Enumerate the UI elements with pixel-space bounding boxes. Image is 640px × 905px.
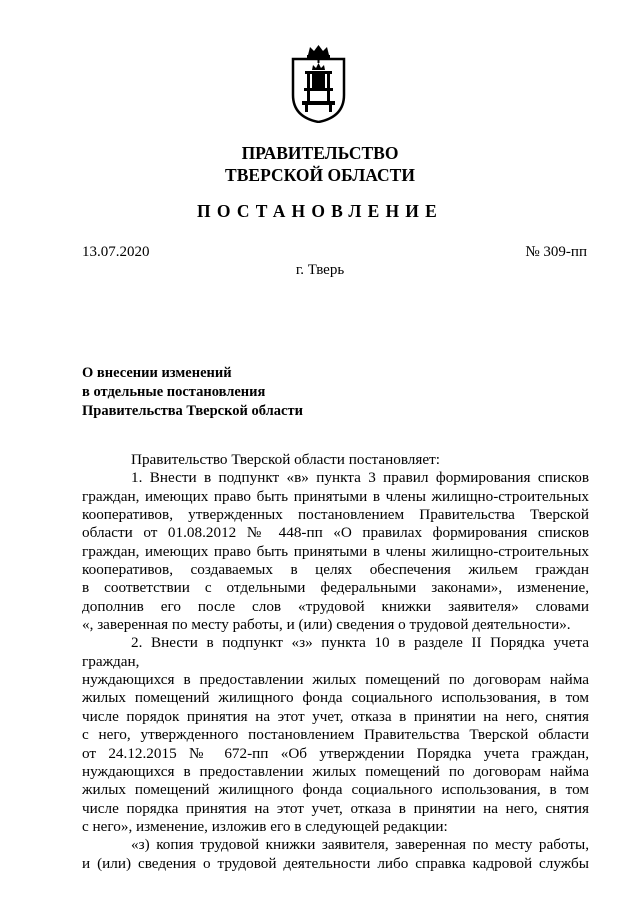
body-line: в соответствии с отдельными федеральными законами», изменение, [82, 579, 589, 597]
decree-subject [82, 364, 303, 421]
decree-date: 13.07.2020 [82, 244, 150, 260]
body-line: от 24.12.2015 № 672-пп «Об утверждении Порядка учета граждан, [82, 744, 589, 762]
decree-body [82, 451, 589, 873]
body-line: «з) копия трудовой книжки заявителя, заверенная по месту работы, [131, 836, 589, 854]
body-line: и (или) сведения о трудовой деятельности либо справка кадровой службы [82, 854, 589, 872]
decree-city: г. Тверь [295, 262, 345, 278]
body-line: числе порядок принятия на этот учет, отказа в принятии на него, снятия [82, 707, 589, 725]
body-line: нуждающихся в предоставлении жилых помещений по договорам найма [82, 671, 589, 689]
body-line: кооперативов, создаваемых в целях обеспечения жильем граждан [82, 561, 589, 579]
body-line: области от 01.08.2012 № 448-пп «О правилах формирования списков [82, 524, 589, 542]
body-line: кооперативов, утвержденных постановлением Правительства Тверской [82, 506, 589, 524]
body-line: «, заверенная по месту работы, и (или) сведения о трудовой деятельности». [82, 616, 571, 634]
body-line: с него, утвержденного постановлением Правительства Тверской области [82, 726, 589, 744]
subject-line: Правительства Тверской области [82, 403, 303, 419]
coat-of-arms-icon [290, 43, 347, 123]
body-line: числе порядка принятия на этот учет, отказа в принятии на него, снятия [82, 799, 589, 817]
document-type-title: ПОСТАНОВЛЕНИЕ [197, 201, 443, 221]
body-line: дополнив его после слов «трудовой книжки заявителя» словами [82, 597, 589, 615]
body-line: нуждающихся в предоставлении жилых помещений по договорам найма [82, 762, 589, 780]
subject-line: в отдельные постановления [82, 384, 266, 400]
subject-line: О внесении изменений [82, 365, 232, 381]
body-line: жилых помещений жилищного фонда социального использования, в том [82, 781, 589, 799]
body-line: жилых помещений жилищного фонда социального использования, в том [82, 689, 589, 707]
body-line: граждан, имеющих право быть принятыми в члены жилищно-строительных [82, 487, 589, 505]
body-line: 2. Внести в подпункт «з» пункта 10 в разделе II Порядка учета граждан, [82, 634, 589, 670]
decree-number: № 309-пп [525, 244, 587, 260]
body-line: граждан, имеющих право быть принятыми в члены жилищно-строительных [82, 542, 589, 560]
body-line: Правительство Тверской области постановляет: [131, 451, 440, 468]
body-line: с него», изменение, изложив его в следующей редакции: [82, 817, 448, 835]
government-name-line2: ТВЕРСКОЙ ОБЛАСТИ [225, 165, 415, 185]
government-name-line1: ПРАВИТЕЛЬСТВО [241, 143, 399, 163]
body-line: 1. Внести в подпункт «в» пункта 3 правил формирования списков [131, 469, 589, 487]
